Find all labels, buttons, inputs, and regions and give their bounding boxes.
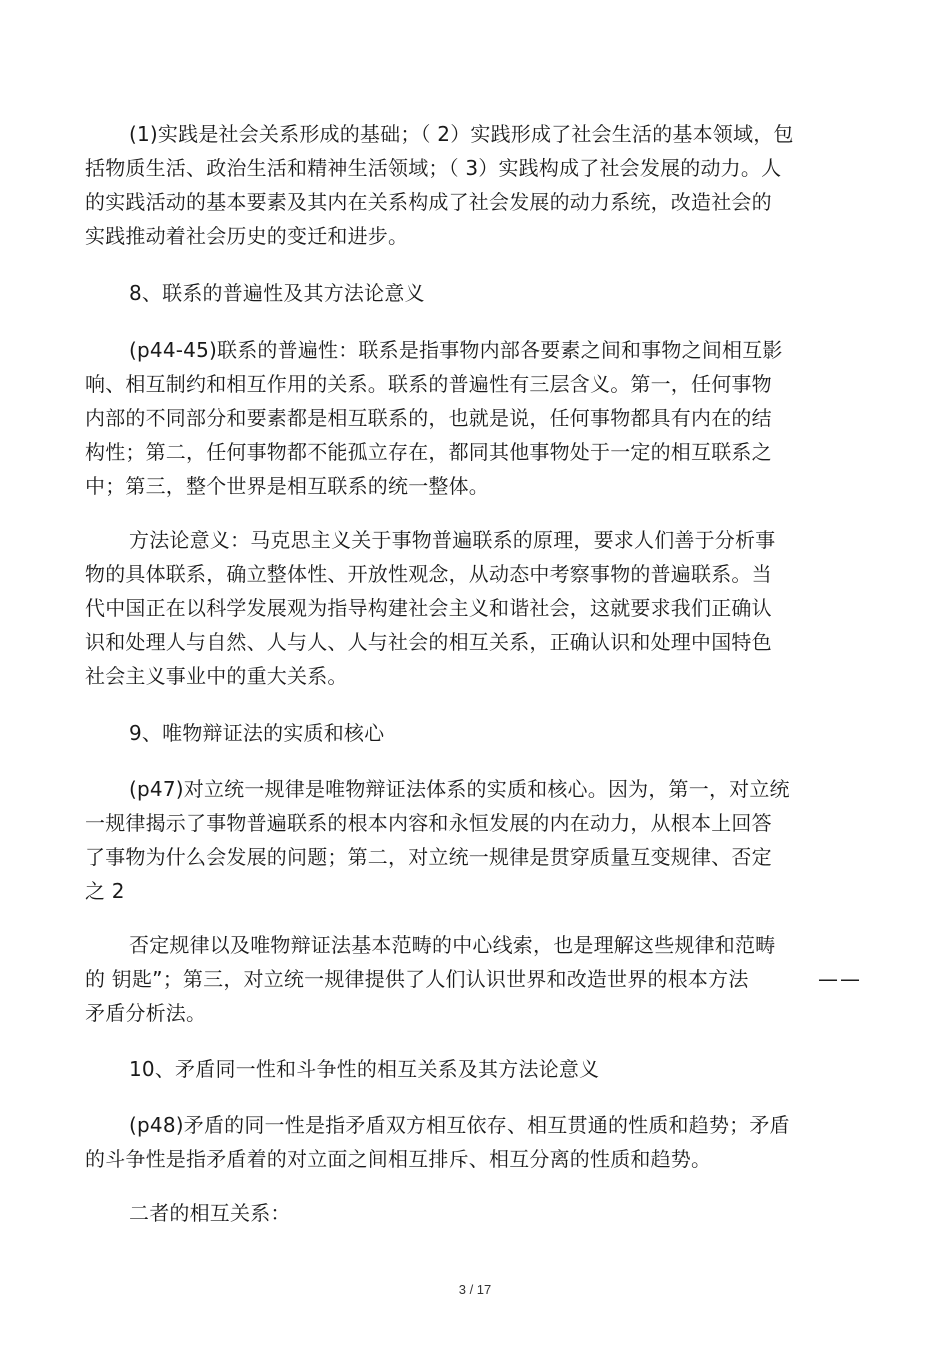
paragraph-line: 响、相互制约和相互作用的关系。联系的普遍性有三层含义。第一，任何事物 (85, 372, 772, 396)
paragraph-line: 的 钥匙”；第三，对立统一规律提供了人们认识世界和改造世界的根本方法 (85, 967, 749, 991)
paragraph-line: 二者的相互关系： (129, 1201, 291, 1225)
paragraph-line: 中；第三，整个世界是相互联系的统一整体。 (85, 474, 489, 498)
paragraph-line: (1)实践是社会关系形成的基础；（ 2）实践形成了社会生活的基本领域，包 (129, 122, 794, 146)
paragraph-line: 一规律揭示了事物普遍联系的根本内容和永恒发展的内在动力，从根本上回答 (85, 811, 772, 835)
section-heading: 10、矛盾同一性和斗争性的相互关系及其方法论意义 (129, 1057, 600, 1081)
paragraph-line: 代中国正在以科学发展观为指导构建社会主义和谐社会，这就要求我们正确认 (85, 596, 772, 620)
paragraph-line: 物的具体联系，确立整体性、开放性观念，从动态中考察事物的普遍联系。当 (85, 562, 772, 586)
paragraph-line: 矛盾分析法。 (85, 1001, 207, 1025)
em-dash: —— (818, 967, 862, 991)
paragraph-line: 括物质生活、政治生活和精神生活领域；（ 3）实践构成了社会发展的动力。人 (85, 156, 782, 180)
section-heading: 9、唯物辩证法的实质和核心 (129, 721, 385, 745)
paragraph-line: (p44-45)联系的普遍性：联系是指事物内部各要素之间和事物之间相互影 (129, 338, 783, 362)
paragraph-line: 否定规律以及唯物辩证法基本范畴的中心线索，也是理解这些规律和范畴 (129, 933, 776, 957)
paragraph-line: 构性；第二，任何事物都不能孤立存在，都同其他事物处于一定的相互联系之 (85, 440, 772, 464)
paragraph-line: 社会主义事业中的重大关系。 (85, 664, 348, 688)
page-number: 3 / 17 (458, 1282, 492, 1297)
paragraph-line: 识和处理人与自然、人与人、人与社会的相互关系，正确认识和处理中国特色 (85, 630, 772, 654)
paragraph-line: 了事物为什么会发展的问题；第二，对立统一规律是贯穿质量互变规律、否定 (85, 845, 772, 869)
paragraph-line: 的斗争性是指矛盾着的对立面之间相互排斥、相互分离的性质和趋势。 (85, 1147, 712, 1171)
paragraph-line: 方法论意义：马克思主义关于事物普遍联系的原理，要求人们善于分析事 (129, 528, 776, 552)
paragraph-line: 之 2 (85, 879, 125, 903)
paragraph-line: (p48)矛盾的同一性是指矛盾双方相互依存、相互贯通的性质和趋势；矛盾 (129, 1113, 790, 1137)
paragraph-line: (p47)对立统一规律是唯物辩证法体系的实质和核心。因为，第一，对立统 (129, 777, 790, 801)
paragraph-line: 的实践活动的基本要素及其内在关系构成了社会发展的动力系统，改造社会的 (85, 190, 772, 214)
section-heading: 8、联系的普遍性及其方法论意义 (129, 281, 425, 305)
paragraph-line: 内部的不同部分和要素都是相互联系的，也就是说，任何事物都具有内在的结 (85, 406, 772, 430)
paragraph-line: 实践推动着社会历史的变迁和进步。 (85, 224, 409, 248)
